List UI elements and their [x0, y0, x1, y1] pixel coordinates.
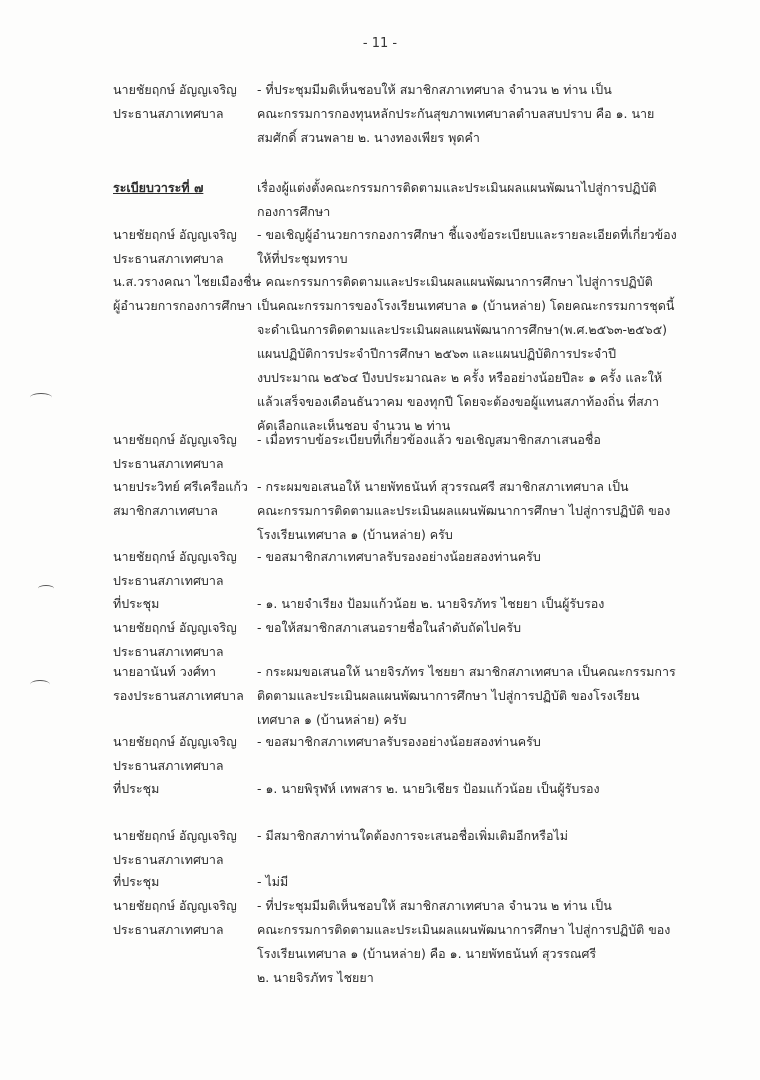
statement-line: - ไม่มี — [257, 874, 289, 889]
statement-line: - ที่ประชุมมีมติเห็นชอบให้ สมาชิกสภาเทศบาล จำนวน ๒ ท่าน เป็น — [257, 82, 612, 97]
speaker-name: ที่ประชุม — [113, 596, 160, 611]
statement — [257, 223, 760, 271]
statement — [257, 616, 760, 640]
statement — [257, 545, 760, 569]
speaker-role: ประธานสภาเทศบาล — [113, 456, 224, 471]
statement-line: - ขอสมาชิกสภาเทศบาลรับรองอย่างน้อยสองท่านครับ — [257, 549, 541, 564]
statement — [257, 78, 760, 150]
speaker-role: ประธานสภาเทศบาล — [113, 644, 224, 659]
speaker-name: นายประวิทย์ ศรีเครือแก้ว — [113, 479, 248, 494]
statement — [257, 824, 760, 848]
statement-line: คัดเลือกและเห็นชอบ จำนวน ๒ ท่าน — [257, 418, 451, 433]
statement-line: จะดำเนินการติดตามและประเมินผลแผนพัฒนาการศึกษา(พ.ศ.๒๕๖๓-๒๕๖๕) — [257, 322, 668, 337]
statement-line: เรื่องผู้แต่งตั้งคณะกรรมการติดตามและประเมินผลแผนพัฒนาไปสู่การปฏิบัติ — [257, 180, 657, 195]
statement — [257, 428, 760, 452]
speaker — [113, 545, 263, 593]
statement — [257, 176, 760, 224]
statement-line: - ขอให้สมาชิกสภาเสนอรายชื่อในลำดับถัดไปครับ — [257, 620, 522, 635]
statement-line: งบประมาณ ๒๕๖๔ ปีงบประมาณละ ๒ ครั้ง หรืออย่างน้อยปีละ ๑ ครั้ง และให้ — [257, 370, 663, 385]
speaker — [113, 777, 263, 801]
page-number: - 11 - — [362, 36, 398, 51]
speaker-name: ระเบียบวาระที่ ๗ — [113, 180, 204, 195]
statement-line: - ๑. นายจำเรียง ป้อมแก้วน้อย ๒. นายจิรภัทร ไชยยา เป็นผู้รับรอง — [257, 596, 605, 611]
statement-line: แล้วเสร็จของเดือนธันวาคม ของทุกปี โดยจะต้องขอผู้แทนสภาท้องถิ่น ที่สภา — [257, 394, 660, 409]
margin-mark — [30, 393, 52, 402]
statement-line: - กระผมขอเสนอให้ นายจิรภัทร ไชยยา สมาชิกสภาเทศบาล เป็นคณะกรรมการ — [257, 664, 676, 679]
speaker-name: นายชัยฤกษ์ อัญญเจริญ — [113, 620, 237, 635]
statement — [257, 270, 760, 438]
speaker-role: รองประธานสภาเทศบาล — [113, 688, 244, 703]
speaker-name: น.ส.วรางคณา ไชยเมืองชื่น — [113, 274, 261, 289]
speaker-name: นายอานันท์ วงศ์ทา — [113, 664, 217, 679]
speaker — [113, 223, 263, 271]
speaker-role: ประธานสภาเทศบาล — [113, 106, 224, 121]
margin-mark — [30, 680, 50, 689]
speaker — [113, 870, 263, 894]
speaker-role: ประธานสภาเทศบาล — [113, 758, 224, 773]
statement-line: ติดตามและประเมินผลแผนพัฒนาการศึกษา ไปสู่การปฏิบัติ ของโรงเรียน — [257, 688, 640, 703]
statement-line: คณะกรรมการติดตามและประเมินผลแผนพัฒนาการศึกษา ไปสู่การปฏิบัติ ของ — [257, 922, 671, 937]
statement-line: - เมื่อทราบข้อระเบียบที่เกี่ยวข้องแล้ว ขอเชิญสมาชิกสภาเสนอชื่อ — [257, 432, 601, 447]
statement-line: เป็นคณะกรรมการของโรงเรียนเทศบาล ๑ (บ้านหล่าย) โดยคณะกรรมการชุดนี้ — [257, 298, 675, 313]
speaker-role: ประธานสภาเทศบาล — [113, 922, 224, 937]
statement-line: กองการศึกษา — [257, 204, 331, 219]
speaker-name: นายชัยฤกษ์ อัญญเจริญ — [113, 898, 237, 913]
speaker — [113, 616, 263, 664]
speaker-name: นายชัยฤกษ์ อัญญเจริญ — [113, 828, 237, 843]
statement-line: - ที่ประชุมมีมติเห็นชอบให้ สมาชิกสภาเทศบาล จำนวน ๒ ท่าน เป็น — [257, 898, 612, 913]
speaker — [113, 475, 263, 523]
speaker — [113, 894, 263, 942]
statement-line: - ขอเชิญผู้อำนวยการกองการศึกษา ชี้แจงข้อระเบียบและรายละเอียดที่เกี่ยวข้อง — [257, 227, 677, 242]
statement — [257, 660, 760, 732]
speaker — [113, 176, 263, 200]
speaker-name: ที่ประชุม — [113, 874, 160, 889]
speaker-role: ผู้อำนวยการกองการศึกษา — [113, 298, 253, 313]
statement-line: ๒. นายจิรภัทร ไชยยา — [257, 970, 374, 985]
margin-mark — [38, 585, 54, 592]
statement-line: สมศักดิ์ สวนพลาย ๒. นางทองเพียร พุดคำ — [257, 130, 480, 145]
speaker-role: ประธานสภาเทศบาล — [113, 251, 224, 266]
statement-line: คณะกรรมการกองทุนหลักประกันสุขภาพเทศบาลตำบลสบปราบ คือ ๑. นาย — [257, 106, 655, 121]
statement-line: - มีสมาชิกสภาท่านใดต้องการจะเสนอชื่อเพิ่มเติมอีกหรือไม่ — [257, 828, 569, 843]
statement — [257, 894, 760, 990]
statement-line: โรงเรียนเทศบาล ๑ (บ้านหล่าย) ครับ — [257, 527, 453, 542]
statement-line: - คณะกรรมการติดตามและประเมินผลแผนพัฒนาการศึกษา ไปสู่การปฏิบัติ — [257, 274, 653, 289]
statement — [257, 592, 760, 616]
speaker — [113, 660, 263, 708]
speaker-role: สมาชิกสภาเทศบาล — [113, 503, 218, 518]
speaker-role: ประธานสภาเทศบาล — [113, 852, 224, 867]
statement-line: - ๑. นายพิรุฬห์ เทพสาร ๒. นายวิเชียร ป้อมแก้วน้อย เป็นผู้รับรอง — [257, 781, 600, 796]
speaker — [113, 730, 263, 778]
speaker-name: นายชัยฤกษ์ อัญญเจริญ — [113, 734, 237, 749]
statement-line: ให้ที่ประชุมทราบ — [257, 251, 348, 266]
speaker-role: ประธานสภาเทศบาล — [113, 573, 224, 588]
speaker-name: นายชัยฤกษ์ อัญญเจริญ — [113, 82, 237, 97]
statement-line: โรงเรียนเทศบาล ๑ (บ้านหล่าย) คือ ๑. นายพัทธนันท์ สุวรรณศรี — [257, 946, 597, 961]
statement-line: - กระผมขอเสนอให้ นายพัทธนันท์ สุวรรณศรี สมาชิกสภาเทศบาล เป็น — [257, 479, 629, 494]
statement — [257, 475, 760, 547]
statement-line: - ขอสมาชิกสภาเทศบาลรับรองอย่างน้อยสองท่านครับ — [257, 734, 541, 749]
statement-line: เทศบาล ๑ (บ้านหล่าย) ครับ — [257, 712, 407, 727]
speaker — [113, 824, 263, 872]
statement-line: คณะกรรมการติดตามและประเมินผลแผนพัฒนาการศึกษา ไปสู่การปฏิบัติ ของ — [257, 503, 671, 518]
speaker — [113, 592, 263, 616]
speaker — [113, 270, 263, 318]
statement — [257, 730, 760, 754]
statement-line: แผนปฏิบัติการประจำปีการศึกษา ๒๕๖๓ และแผนปฏิบัติการประจำปี — [257, 346, 617, 361]
speaker-name: นายชัยฤกษ์ อัญญเจริญ — [113, 227, 237, 242]
speaker-name: นายชัยฤกษ์ อัญญเจริญ — [113, 549, 237, 564]
speaker — [113, 78, 263, 126]
statement — [257, 777, 760, 801]
statement — [257, 870, 760, 894]
speaker-name: ที่ประชุม — [113, 781, 160, 796]
speaker — [113, 428, 263, 476]
speaker-name: นายชัยฤกษ์ อัญญเจริญ — [113, 432, 237, 447]
